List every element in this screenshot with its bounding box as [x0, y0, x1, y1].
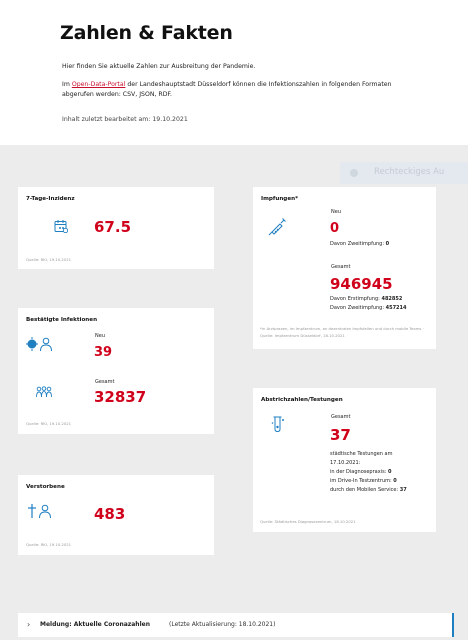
deaths-card — [18, 475, 214, 555]
vaccinations-total-value: 946945 — [330, 275, 393, 293]
vaccinations-new-second-label: Davon Zweitimpfung: — [330, 241, 385, 247]
tests-line-3-label: in der Diagnosepraxis: — [330, 469, 387, 475]
vaccinations-footnote: *in Arztpraxen, im Impfzentrum, an dezentralen Impfstellen und durch mobile Teams · Quelle: Impfzentrum Düsseldorf, 18.10.2021 — [260, 326, 424, 338]
tests-line-2: 17.10.2021: — [330, 460, 361, 466]
incidence-title: 7-Tage-Inzidenz — [26, 196, 75, 202]
tests-line-1: städtische Testungen am — [330, 451, 393, 457]
virus-person-icon — [26, 336, 56, 352]
circle-icon — [350, 169, 358, 177]
tests-line-5-label: durch den Mobilen Service: — [330, 487, 399, 493]
intro-text-after: der Landeshauptstadt Düsseldorf können die Infektionszahlen in folgenden Formaten abgerufen werden: CSV, JSON, RDF. — [62, 81, 392, 98]
vaccinations-new-second — [330, 241, 389, 247]
vaccinations-new-label: Neu — [331, 209, 341, 215]
vaccinations-new-second-value: 0 — [385, 241, 390, 247]
intro-paragraph-1: Hier finden Sie aktuelle Zahlen zur Ausbreitung der Pandemie. — [62, 63, 256, 70]
tests-title: Abstrichzahlen/Testungen — [261, 397, 343, 403]
infections-card — [18, 308, 214, 434]
tests-line-5-value: 37 — [399, 487, 407, 493]
open-data-portal-link[interactable]: Open-Data-Portal — [71, 81, 126, 88]
infections-new-label: Neu — [95, 333, 105, 339]
infections-total-value: 32837 — [94, 388, 147, 406]
tests-total-value: 37 — [330, 426, 351, 444]
news-title: Meldung: Aktuelle Coronazahlen — [40, 621, 150, 628]
infections-total-label: Gesamt — [95, 379, 115, 385]
vaccinations-first-label: Davon Erstimpfung: — [330, 296, 380, 302]
test-tube-icon — [271, 415, 285, 433]
news-accordion[interactable] — [18, 613, 454, 637]
tests-line-3 — [330, 469, 391, 475]
vaccinations-title: Impfungen* — [261, 196, 299, 202]
feedback-ribbon[interactable] — [340, 162, 468, 184]
tests-line-4-label: im Drive-In Testzentrum: — [330, 478, 392, 484]
incidence-source: Quelle: RKI, 19.10.2021 — [26, 257, 72, 262]
tests-line-4-value: 0 — [393, 478, 397, 484]
news-subtitle: (Letzte Aktualisierung: 18.10.2021) — [169, 621, 276, 628]
intro-text — [62, 62, 402, 108]
tests-line-3-value: 0 — [387, 469, 392, 475]
tests-line-5 — [330, 487, 407, 493]
chevron-right-icon: › — [27, 620, 31, 629]
deaths-source: Quelle: RKI, 19.10.2021 — [26, 542, 72, 547]
infections-new-value: 39 — [94, 345, 113, 360]
vaccinations-total-label: Gesamt — [331, 264, 351, 270]
tests-total-label: Gesamt — [331, 414, 351, 420]
intro-text-before: Im — [62, 81, 72, 88]
vaccinations-second-value: 457214 — [385, 305, 407, 311]
tests-card — [253, 388, 436, 532]
page-title: Zahlen & Fakten — [60, 22, 233, 44]
vaccinations-first — [330, 296, 402, 302]
vaccinations-first-value: 482852 — [381, 296, 403, 302]
infections-title: Bestätigte Infektionen — [26, 317, 98, 323]
cross-person-icon — [27, 503, 55, 519]
tests-line-4 — [330, 478, 397, 484]
vaccinations-card — [253, 187, 436, 349]
deaths-title: Verstorbene — [26, 484, 65, 490]
deaths-value: 483 — [94, 505, 126, 523]
page-header — [0, 0, 468, 145]
incidence-card — [18, 187, 214, 269]
vaccinations-new-value: 0 — [330, 221, 340, 236]
syringe-icon — [267, 217, 287, 237]
calendar-virus-icon — [54, 219, 68, 233]
infections-source: Quelle: RKI, 19.10.2021 — [26, 421, 72, 426]
intro-paragraph-2 — [62, 80, 402, 100]
last-edited-text: Inhalt zuletzt bearbeitet am: 19.10.2021 — [62, 116, 188, 123]
people-group-icon — [36, 386, 52, 398]
ribbon-label: Rechteckiges Au — [374, 167, 445, 177]
tests-source: Quelle: Städtisches Diagnosezentrum, 18.10.2021 — [260, 519, 356, 524]
vaccinations-second — [330, 305, 407, 311]
vaccinations-second-label: Davon Zweitimpfung: — [330, 305, 385, 311]
incidence-value: 67.5 — [94, 218, 132, 236]
